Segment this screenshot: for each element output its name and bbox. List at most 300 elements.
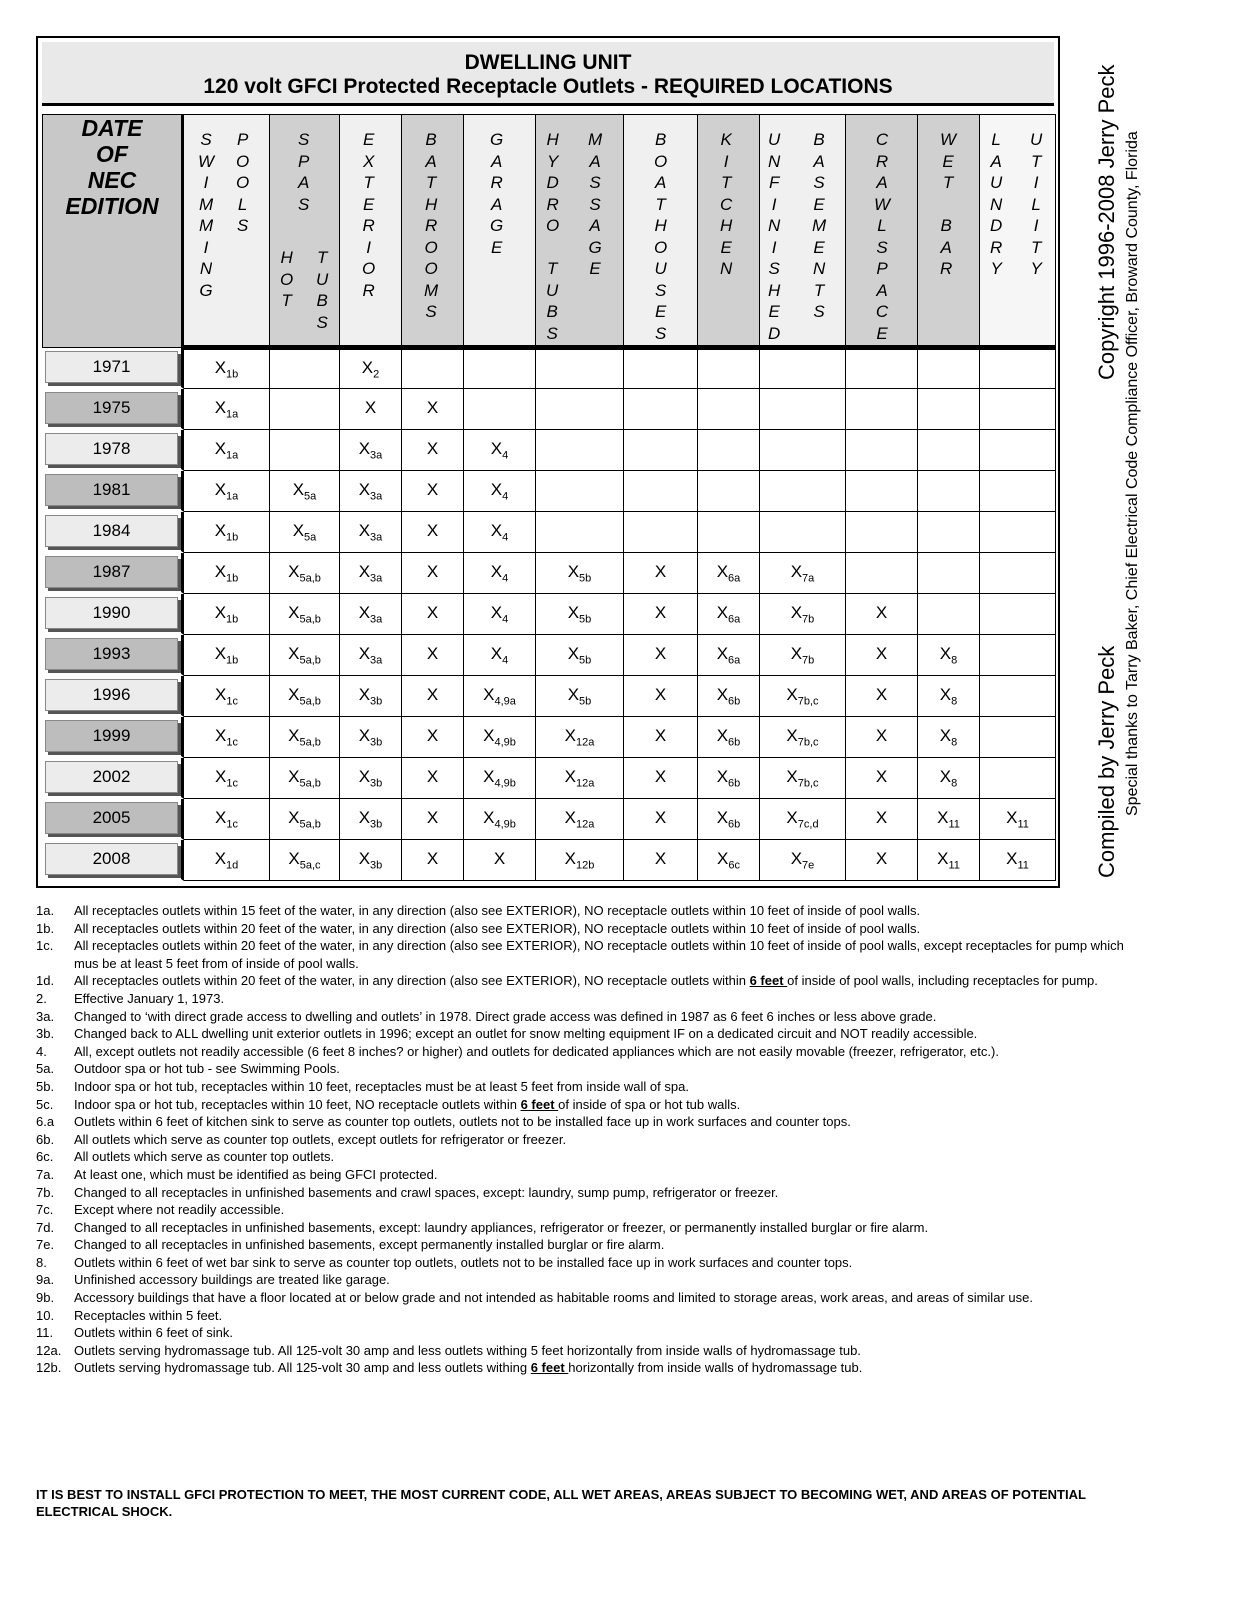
footnote-key: 7d. [36, 1219, 55, 1235]
cell-mark: X [358, 848, 371, 868]
table-cell [402, 471, 464, 512]
table-cell [846, 676, 918, 717]
table-cell [624, 717, 698, 758]
footnote-key: 1a. [36, 903, 55, 918]
table-cell [402, 840, 464, 881]
table-cell [184, 389, 270, 430]
footnote-text: All, except outlets not readily accessible (6 feet 8 inches? or higher) and outlets for dedicated appliances which are not easily movable (freezer, refrigerator, etc.). [74, 1043, 999, 1059]
table-cell [270, 676, 340, 717]
table-cell [980, 512, 1056, 553]
column-header-kitchen [698, 114, 760, 348]
table-cell [402, 676, 464, 717]
cell-mark: X [716, 561, 729, 581]
cell-mark: X [426, 602, 439, 622]
footnote-emphasis: 6 feet [749, 973, 788, 989]
year-cell [42, 553, 184, 594]
table-row [42, 840, 1056, 881]
footnote-key: 5b. [36, 1078, 55, 1094]
cell-mark: X [288, 807, 300, 827]
cell-footnote-ref: 1b [226, 613, 239, 626]
column-header-laundry-utility [980, 114, 1056, 348]
year-label: 1990 [45, 597, 178, 629]
table-cell [624, 635, 698, 676]
cell-footnote-ref: 8 [951, 777, 958, 790]
table-cell [918, 758, 980, 799]
table-cell [402, 594, 464, 635]
footnote-text: All receptacles outlets within 20 feet of the water, in any direction (also see EXTERIOR), NO receptacle outlets within 10 feet of inside of pool walls. [74, 920, 921, 936]
footnote [36, 1342, 1146, 1360]
cell-mark: X [939, 766, 952, 786]
column-header-word: P O O L S [236, 130, 250, 235]
cell-footnote-ref: 12a [575, 777, 595, 790]
column-header-exterior [340, 114, 402, 348]
table-cell [918, 840, 980, 881]
cell-mark: X [214, 561, 227, 581]
footnote-text: Changed to all receptacles in unfinished basements, except: laundry appliances, refrigerator or freezer, or permanently installed burglar or fire alarm. [74, 1219, 929, 1235]
table-cell [846, 799, 918, 840]
table-cell [270, 594, 340, 635]
table-cell [340, 799, 402, 840]
table-cell [184, 676, 270, 717]
footnote-key: 1b. [36, 920, 55, 936]
cell-mark: X [358, 438, 371, 458]
year-label: 1975 [45, 392, 178, 424]
cell-footnote-ref: 12b [575, 859, 595, 872]
cell-mark: X [716, 602, 729, 622]
cell-mark: X [786, 725, 798, 745]
footnote [36, 1201, 1146, 1219]
footnote [36, 1271, 1146, 1289]
cell-mark: X [786, 766, 798, 786]
cell-footnote-ref: 4 [502, 654, 509, 667]
table-cell [464, 840, 536, 881]
cell-footnote-ref: 3b [370, 859, 383, 872]
cell-footnote-ref: 5b [579, 613, 592, 626]
footnote [36, 1289, 1146, 1307]
cell-mark: X [426, 643, 439, 663]
year-cell [42, 676, 184, 717]
footnote-key: 12a. [36, 1342, 62, 1358]
year-label: 2008 [45, 843, 178, 875]
table-cell [980, 758, 1056, 799]
column-header-word: H O T [280, 248, 294, 311]
footnote-key: 6b. [36, 1131, 55, 1147]
table-cell [184, 799, 270, 840]
table-cell [464, 389, 536, 430]
table-cell [980, 840, 1056, 881]
table-cell [760, 799, 846, 840]
footnote-key: 11. [36, 1325, 54, 1341]
special-thanks-text: Special thanks to Tarry Baker, Chief Electrical Code Compliance Officer, Broward County, Florida [1124, 131, 1141, 816]
cell-footnote-ref: 8 [951, 695, 958, 708]
column-header-word: S W I M M I N G [198, 130, 215, 300]
column-header-bathrooms [402, 114, 464, 348]
table-cell [918, 717, 980, 758]
cell-mark: X [567, 602, 580, 622]
table-cell [698, 758, 760, 799]
column-header-unfinished-basements [760, 114, 846, 348]
footnote [36, 937, 1146, 972]
footnote-text: All outlets which serve as counter top outlets, except outlets for refrigerator or freezer. [74, 1131, 567, 1147]
date-header-word: DATE [81, 115, 143, 141]
date-of-nec-edition-header [42, 114, 184, 348]
table-cell [980, 594, 1056, 635]
footnote [36, 990, 1146, 1008]
footnote-key: 7a. [36, 1166, 55, 1182]
table-cell [760, 512, 846, 553]
table-cell [846, 717, 918, 758]
cell-mark: X [214, 357, 227, 377]
cell-mark: X [654, 807, 667, 827]
table-cell [846, 635, 918, 676]
cell-footnote-ref: 7b,c [797, 777, 819, 790]
cell-mark: X [426, 807, 439, 827]
table-cell [918, 635, 980, 676]
table-cell [846, 471, 918, 512]
table-cell [698, 512, 760, 553]
cell-footnote-ref: 4,9b [494, 818, 516, 831]
column-header-word: U T I L I T Y [1030, 130, 1043, 278]
cell-footnote-ref: 3b [370, 695, 383, 708]
footnote-text: All outlets which serve as counter top outlets. [74, 1149, 335, 1165]
column-header-word: B A R [940, 216, 953, 278]
table-cell [536, 430, 624, 471]
footnote-key: 10. [36, 1307, 55, 1323]
cell-mark: X [1006, 807, 1018, 827]
cell-mark: X [214, 643, 227, 663]
cell-footnote-ref: 1c [226, 777, 238, 790]
cell-mark: X [564, 807, 576, 827]
cell-mark: X [426, 520, 439, 540]
table-cell [760, 635, 846, 676]
cell-footnote-ref: 5a,b [299, 818, 321, 831]
cell-mark: X [490, 643, 503, 663]
cell-mark: X [214, 848, 227, 868]
table-cell [270, 717, 340, 758]
footnote-text: All receptacles outlets within 20 feet of the water, in any direction (also see EXTERIOR), NO receptacle outlets within 10 feet of inside of pool walls, except receptacles for pump which mus be at least 5 feet from of inside of pool walls. [74, 938, 1124, 971]
footnote-text-part: of inside of spa or hot tub walls. [558, 1096, 741, 1112]
cell-mark: X [358, 479, 371, 499]
cell-footnote-ref: 1c [226, 818, 238, 831]
cell-mark: X [786, 684, 798, 704]
cell-mark: X [288, 561, 300, 581]
cell-footnote-ref: 3a [370, 613, 383, 626]
column-header-word: K I T C H E N [720, 130, 733, 278]
table-row [42, 594, 1056, 635]
table-cell [340, 594, 402, 635]
table-cell [846, 348, 918, 389]
cell-footnote-ref: 7e [802, 859, 815, 872]
footnote-key: 7b. [36, 1184, 55, 1200]
column-header-word: H Y D R O [546, 130, 560, 235]
table-cell [760, 553, 846, 594]
table-title [42, 42, 1054, 106]
column-header-word: B A T H R O O M S [424, 130, 439, 321]
table-cell [402, 758, 464, 799]
table-cell [536, 717, 624, 758]
cell-mark: X [790, 561, 803, 581]
footnote-key: 4. [36, 1043, 47, 1059]
cell-mark: X [716, 766, 729, 786]
table-cell [624, 594, 698, 635]
cell-mark: X [214, 397, 227, 417]
table-cell [340, 840, 402, 881]
cell-mark: X [288, 725, 300, 745]
table-row [42, 553, 1056, 594]
footnote-key: 7e. [36, 1237, 55, 1253]
footnote-text [74, 1096, 1146, 1114]
year-label: 1996 [45, 679, 178, 711]
cell-mark: X [875, 766, 888, 786]
table-cell [340, 389, 402, 430]
table-cell [918, 471, 980, 512]
table-cell [536, 594, 624, 635]
year-cell [42, 840, 184, 881]
cell-footnote-ref: 5a,b [299, 777, 321, 790]
cell-mark: X [214, 438, 227, 458]
table-cell [184, 348, 270, 389]
year-cell [42, 758, 184, 799]
cell-footnote-ref: 7b,c [797, 736, 819, 749]
footnote-key: 6c. [36, 1149, 54, 1165]
footnote [36, 972, 1146, 990]
date-header-word: OF [96, 141, 128, 167]
cell-mark: X [939, 725, 952, 745]
table-cell [270, 840, 340, 881]
table-cell [464, 471, 536, 512]
column-header-hydro-massage-tubs [536, 114, 624, 348]
table-cell [464, 717, 536, 758]
footnote-text: Outlets within 6 feet of sink. [74, 1325, 233, 1341]
cell-mark: X [426, 438, 439, 458]
table-cell [536, 758, 624, 799]
requirements-table [42, 114, 1056, 881]
cell-footnote-ref: 4,9b [494, 777, 516, 790]
table-cell [980, 348, 1056, 389]
table-cell [270, 389, 340, 430]
table-cell [464, 594, 536, 635]
cell-mark: X [490, 479, 503, 499]
table-cell [760, 758, 846, 799]
year-label: 2002 [45, 761, 178, 793]
table-cell [760, 840, 846, 881]
table-cell [980, 430, 1056, 471]
footnote-text: Accessory buildings that have a floor located at or below grade and not intended as habitable rooms and limited to storage areas, work areas, and areas of similar use. [74, 1290, 1033, 1306]
cell-mark: X [937, 848, 949, 868]
column-header-wet-bar [918, 114, 980, 348]
table-cell [624, 676, 698, 717]
cell-footnote-ref: 4 [502, 531, 509, 544]
cell-footnote-ref: 1b [226, 368, 239, 381]
cell-mark: X [937, 807, 949, 827]
table-cell [760, 348, 846, 389]
footnote [36, 1148, 1146, 1166]
footnote-text: Changed to all receptacles in unfinished basements, except permanently installed burglar or fire alarm. [74, 1237, 665, 1253]
footnote-key: 12b. [36, 1360, 62, 1376]
year-cell [42, 512, 184, 553]
cell-footnote-ref: 6b [728, 818, 741, 831]
table-cell [184, 430, 270, 471]
cell-mark: X [490, 438, 503, 458]
table-cell [536, 389, 624, 430]
table-cell [402, 553, 464, 594]
table-row [42, 635, 1056, 676]
table-cell [980, 389, 1056, 430]
cell-mark: X [288, 684, 300, 704]
footnote-key: 2. [36, 990, 47, 1006]
cell-footnote-ref: 3a [370, 572, 383, 585]
cell-mark: X [654, 561, 667, 581]
table-cell [624, 758, 698, 799]
column-header-word: W E T [940, 130, 957, 192]
cell-mark: X [875, 602, 888, 622]
footnote-text: Outlets serving hydromassage tub. All 125-volt 30 amp and less outlets withing 5 feet horizontally from inside walls of hydromassage tub. [74, 1342, 861, 1358]
footnote-text: Except where not readily accessible. [74, 1202, 285, 1218]
table-cell [698, 799, 760, 840]
cell-mark: X [716, 807, 729, 827]
table-cell [184, 635, 270, 676]
cell-footnote-ref: 6b [728, 695, 741, 708]
footnote [36, 1236, 1146, 1254]
year-label: 1971 [45, 351, 178, 383]
cell-mark: X [567, 643, 580, 663]
footnote-key: 5c. [36, 1096, 54, 1112]
table-cell [846, 430, 918, 471]
cell-mark: X [426, 561, 439, 581]
column-header-word: C R A W L S P A C E [874, 130, 891, 343]
cell-mark: X [292, 520, 305, 540]
table-grid [42, 114, 1056, 881]
cell-footnote-ref: 3a [370, 490, 383, 503]
table-cell [340, 758, 402, 799]
cell-footnote-ref: 11 [1017, 859, 1029, 872]
cell-footnote-ref: 8 [951, 736, 958, 749]
table-cell [340, 553, 402, 594]
cell-mark: X [654, 725, 667, 745]
table-cell [698, 635, 760, 676]
column-header-word: U N F I N I S H E D [768, 130, 781, 343]
table-cell [464, 799, 536, 840]
table-cell [340, 512, 402, 553]
title-line-1: DWELLING UNIT [464, 51, 632, 74]
cell-mark: X [875, 643, 888, 663]
footnote [36, 1113, 1146, 1131]
table-cell [624, 840, 698, 881]
cell-mark: X [426, 479, 439, 499]
cell-mark: X [654, 602, 667, 622]
table-cell [340, 471, 402, 512]
column-header-swimming-pools [184, 114, 270, 348]
footnote [36, 1166, 1146, 1184]
table-cell [536, 799, 624, 840]
cell-footnote-ref: 1a [226, 449, 239, 462]
cell-footnote-ref: 5a,b [299, 695, 321, 708]
table-cell [760, 594, 846, 635]
cell-footnote-ref: 3b [370, 818, 383, 831]
table-cell [760, 430, 846, 471]
year-cell [42, 717, 184, 758]
cell-mark: X [292, 479, 305, 499]
footnote-text: Outlets within 6 feet of wet bar sink to serve as counter top outlets, outlets not to be installed face up in work surfaces and counter tops. [74, 1254, 853, 1270]
cell-footnote-ref: 12a [575, 736, 595, 749]
table-cell [980, 676, 1056, 717]
table-cell [270, 799, 340, 840]
footnote-text: At least one, which must be identified as being GFCI protected. [74, 1166, 438, 1182]
cell-footnote-ref: 6a [728, 613, 741, 626]
year-cell [42, 348, 184, 389]
table-cell [760, 471, 846, 512]
cell-mark: X [654, 643, 667, 663]
cell-mark: X [358, 602, 371, 622]
column-header-garage [464, 114, 536, 348]
table-cell [270, 758, 340, 799]
footnote-text [74, 1359, 1146, 1377]
cell-mark: X [654, 848, 667, 868]
cell-footnote-ref: 3b [370, 777, 383, 790]
table-cell [402, 512, 464, 553]
table-cell [340, 635, 402, 676]
cell-footnote-ref: 1c [226, 736, 238, 749]
cell-footnote-ref: 1d [226, 859, 239, 872]
footnote-emphasis: 6 feet [520, 1096, 559, 1112]
compiled-by-text: Compiled by Jerry Peck [1094, 645, 1119, 878]
cell-mark: X [288, 643, 300, 663]
footnote-text-part: horizontally from inside walls of hydromassage tub. [568, 1360, 863, 1376]
cell-mark: X [214, 602, 227, 622]
cell-mark: X [426, 684, 439, 704]
cell-mark: X [717, 848, 729, 868]
cell-footnote-ref: 6a [728, 654, 741, 667]
table-cell [846, 553, 918, 594]
table-cell [698, 594, 760, 635]
cell-footnote-ref: 7c,d [797, 818, 819, 831]
table-cell [918, 594, 980, 635]
cell-mark: X [875, 725, 888, 745]
footnote [36, 902, 1146, 920]
footnote [36, 1025, 1146, 1043]
cell-footnote-ref: 11 [948, 818, 960, 831]
cell-mark: X [426, 725, 439, 745]
cell-mark: X [426, 766, 439, 786]
table-cell [980, 799, 1056, 840]
column-header-word: M A S S A G E [588, 130, 603, 278]
table-cell [698, 553, 760, 594]
cell-footnote-ref: 8 [951, 654, 958, 667]
footnote-text: All receptacles outlets within 15 feet of the water, in any direction (also see EXTERIOR), NO receptacle outlets within 10 feet of inside of pool walls. [74, 903, 921, 918]
table-row [42, 676, 1056, 717]
cell-footnote-ref: 5a,b [299, 654, 321, 667]
table-cell [184, 471, 270, 512]
footnote-text: Receptacles within 5 feet. [74, 1307, 223, 1323]
table-cell [536, 840, 624, 881]
table-cell [698, 348, 760, 389]
cell-mark: X [215, 684, 227, 704]
cell-mark: X [361, 357, 374, 377]
footnote-key: 5a. [36, 1061, 55, 1077]
cell-mark: X [288, 766, 300, 786]
cell-mark: X [790, 848, 803, 868]
table-cell [846, 840, 918, 881]
cell-mark: X [215, 766, 227, 786]
table-cell [464, 635, 536, 676]
cell-mark: X [716, 725, 729, 745]
table-row [42, 799, 1056, 840]
table-cell [918, 676, 980, 717]
cell-footnote-ref: 2 [373, 368, 380, 381]
table-row [42, 717, 1056, 758]
cell-mark: X [490, 602, 503, 622]
cell-footnote-ref: 5a,c [299, 859, 321, 872]
